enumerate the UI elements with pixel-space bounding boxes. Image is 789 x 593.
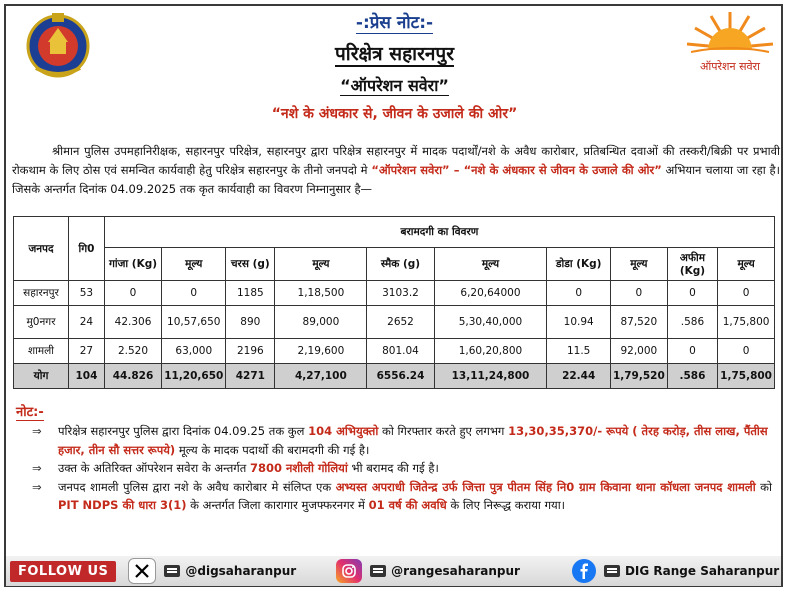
slogan: “नशे के अंधकार से, जीवन के उजाले की ओर”: [271, 106, 518, 122]
recovery-table: [13, 216, 775, 389]
table-row: शामली 27 2.520 63,000 2196 2,19,600 801.04 1,60,20,800 11.5 92,000 0 0: [14, 339, 775, 364]
recovery-header: बरामदगी का विवरण: [104, 217, 774, 248]
col-accused: गि0: [69, 217, 105, 281]
table-row: सहारनपुर 53 0 0 1185 1,18,500 3103.2 6,20,64000 0 0 0 0: [14, 281, 775, 306]
arrow-icon: ⇒: [32, 424, 42, 438]
col-district: जनपद: [14, 217, 69, 281]
press-note-title: -:प्रेस नोट:-: [355, 13, 434, 33]
message-icon: [370, 565, 386, 577]
operation-title: “ऑपरेशन सवेरा”: [340, 76, 449, 95]
logo-right-label: ऑपरेशन सवेरा: [700, 60, 760, 73]
region-title: परिक्षेत्र सहारनपुर: [335, 43, 454, 65]
instagram-handle[interactable]: @rangesaharanpur: [391, 564, 520, 578]
facebook-icon[interactable]: [572, 559, 596, 583]
total-row: योग 104 44.826 11,20,650 4271 4,27,100 6556.24 13,11,24,800 22.44 1,79,520 .586 1,75,800: [14, 364, 775, 389]
facebook-handle[interactable]: DIG Range Saharanpur: [624, 564, 780, 578]
note-item: ⇒ परिक्षेत्र सहारनपुर पुलिस द्वारा दिनांक 04.09.25 तक कुल 104 अभियुक्तो को गिरफ्तार करते हुए लगभग 13,30,35,370/- रूपये ( तेरह करोड़, तीस लाख, पैंतीस हजार, तीन सौ सत्तर रूपये) मूल्य के मादक पदार्थो की बरामदगी की गई है।: [32, 424, 768, 457]
note-heading: नोट:-: [16, 405, 44, 420]
table-row: मु0नगर 24 42.306 10,57,650 890 89,000 2652 5,30,40,000 10.94 87,520 .586 1,75,800: [14, 306, 775, 339]
twitter-handle[interactable]: @digsaharanpur: [185, 564, 297, 578]
note-item: ⇒ जनपद शामली पुलिस द्वारा नशे के अवैध कारोबार मे संलिप्त एक अभ्यस्त अपराधी जितेन्द्र उर्फ जित्ता पुत्र पीतम सिंह नि0 ग्राम किवाना थाना कॉधला जनपद शामली को PIT NDPS की धारा 3(1) के अन्तर्गत जिला कारागार मुजफ्फरनगर में 01 वर्ष की अवधि के लिए निरूद्ध कराया गया।: [32, 479, 772, 512]
arrow-icon: ⇒: [32, 461, 42, 475]
x-twitter-icon[interactable]: [128, 558, 156, 584]
follow-us-label: FOLLOW US: [10, 561, 116, 582]
arrow-icon: ⇒: [32, 479, 42, 494]
intro-paragraph: श्रीमान पुलिस उपमहानिरीक्षक, सहारनपुर परिक्षेत्र, सहारनपुर द्वारा परिक्षेत्र सहारनपुर में मादक पदार्थों/नशे के अवैध कारोबार, प्रतिबन्धित दवाओं की तस्करी/बिक्री पर प्रभावी रोकथाम के लिए ठोस एवं समन्वित कार्यवाही हेतु परिक्षेत्र सहारनपुर के तीनो जनपदो मे “ऑपरेशन सवेरा” – “नशे के अंधकार से जीवन के उजाले की ओर” अभियान चलाया जा रहा है। जिसके अन्तर्गत दिनांक 04.09.2025 तक कृत कार्यवाही का विवरण निम्नानुसार है—: [12, 144, 780, 196]
message-icon: [164, 565, 180, 577]
instagram-icon[interactable]: [336, 559, 362, 583]
notes-list: [32, 422, 772, 515]
social-footer: [6, 556, 781, 586]
sub-header-row: गांजा (Kg) मूल्य चरस (g) मूल्य स्मैक (g) मूल्य डोडा (Kg) मूल्य अफीम (Kg) मूल्य: [14, 248, 775, 281]
note-item: ⇒ उक्त के अतिरिक्त ऑपरेशन सवेरा के अन्तर्गत 7800 नशीली गोलियां भी बरामद की गई है।: [32, 459, 772, 478]
message-icon: [604, 565, 620, 577]
